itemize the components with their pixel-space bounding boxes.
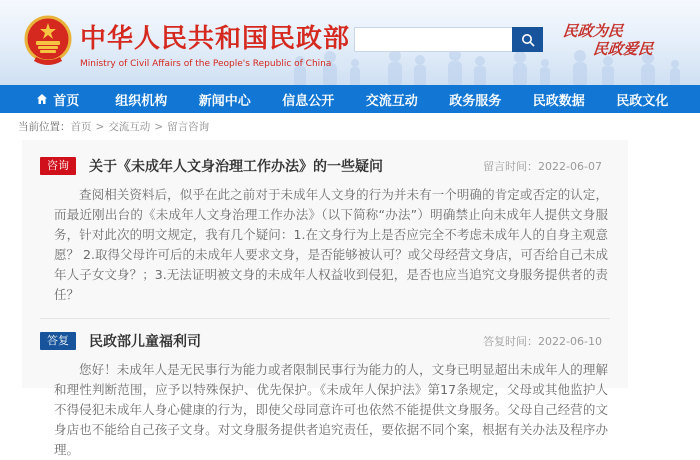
breadcrumb-interaction[interactable]: 交流互动: [108, 121, 151, 133]
national-emblem-logo[interactable]: [24, 15, 72, 67]
nav-item-label: 新闻中心: [198, 93, 251, 109]
question-timestamp: 留言时间：2022-06-07: [483, 160, 602, 173]
header-slogan: [560, 22, 656, 58]
nav-item-label: 民政数据: [532, 93, 585, 109]
slogan-line-2: 民政爱民: [592, 40, 655, 58]
search-input[interactable]: [354, 27, 512, 52]
main-nav: [0, 85, 700, 113]
search-button[interactable]: [512, 27, 543, 52]
search-icon: [521, 33, 535, 47]
site-header: [0, 0, 700, 85]
nav-item-home[interactable]: [16, 85, 100, 113]
site-title: 中华人民共和国民政部: [80, 24, 351, 54]
question-body: 查阅相关资料后，似乎在此之前对于未成年人文身的行为并未有一个明确的肯定或否定的认定，而最近刚出台的《未成年人文身治理工作办法》（以下简称“办法”）明确禁止向未成年人提供文身服务，针对此次的明文规定，我有几个疑问：1.在文身行为上是否应完全不考虑未成年人的自身主观意愿？ 2.取得父母许可后的未成年人要求文身，是否能够被认可？或父母经营文身店，可否给自己未成年人子女文身？；3.无法证明被文身的未成年人权益收到侵犯，是否也应当追究文身服务提供者的责任？: [54, 187, 608, 302]
breadcrumb-home[interactable]: 首页: [70, 121, 92, 133]
answer-section: [22, 319, 628, 460]
breadcrumb-prefix: 当前位置：: [18, 121, 71, 133]
nav-item-label: 信息公开: [282, 93, 335, 109]
nav-item-label: 民政文化: [616, 93, 669, 109]
nav-item-label: 政务服务: [449, 93, 502, 109]
nav-item-info-disclosure[interactable]: [267, 85, 351, 113]
question-badge: 咨询: [40, 157, 76, 175]
answer-title: 民政部儿童福利司: [89, 334, 201, 350]
nav-item-services[interactable]: [434, 85, 518, 113]
nav-item-label: 组织机构: [115, 93, 168, 109]
nav-item-news[interactable]: [183, 85, 267, 113]
nav-item-data[interactable]: [517, 85, 601, 113]
answer-timestamp: 答复时间：2022-06-10: [483, 335, 602, 348]
breadcrumb: [0, 113, 700, 140]
breadcrumb-separator: >: [154, 120, 164, 133]
site-subtitle: Ministry of Civil Affairs of the People's Republic of China: [80, 59, 332, 69]
qa-content-panel: [22, 140, 628, 457]
question-header: [22, 140, 628, 176]
nav-item-label: 首页: [53, 93, 80, 109]
nav-item-label: 交流互动: [365, 93, 418, 109]
site-title-block: [80, 18, 350, 69]
answer-body: 您好！未成年人是无民事行为能力或者限制民事行为能力的人，文身已明显超出未成年人的理解和理性判断范围，应予以特殊保护、优先保护。《未成年人保护法》第17条规定，父母或其他监护人不得侵犯未成年人身心健康的行为，即使父母同意许可也依然不能提供文身服务。父母自己经营的文身店也不能给自己孩子文身。对文身服务提供者追究责任，要依据不同个案，根据有关办法及程序办理。: [54, 362, 608, 457]
breadcrumb-current: 留言咨询: [167, 121, 210, 133]
home-icon: [36, 93, 48, 105]
answer-header: [22, 319, 628, 351]
question-title: 关于《未成年人文身治理工作办法》的一些疑问: [89, 159, 383, 175]
nav-item-interaction[interactable]: [350, 85, 434, 113]
nav-item-organization[interactable]: [100, 85, 184, 113]
nav-item-culture[interactable]: [601, 85, 685, 113]
header-search: [354, 27, 543, 52]
answer-badge: 答复: [40, 332, 76, 350]
slogan-line-1: 民政为民: [562, 22, 624, 40]
breadcrumb-separator: >: [95, 120, 105, 133]
question-section: [22, 140, 628, 305]
